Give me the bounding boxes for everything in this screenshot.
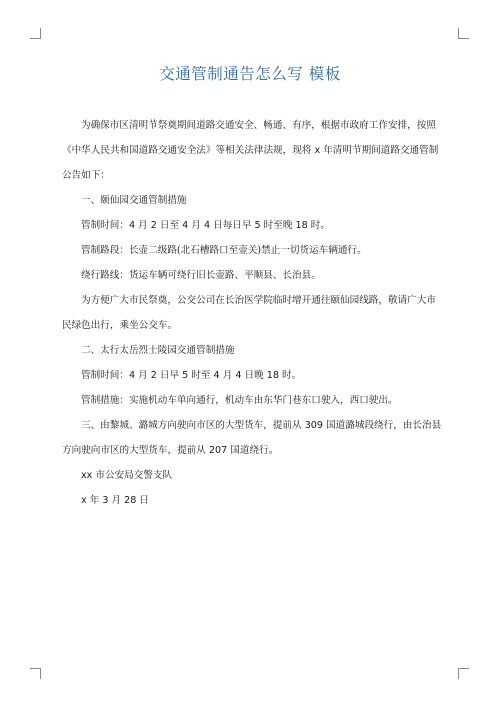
- paragraph-bus-service: 为方便广大市民祭奠，公交公司在长治医学院临时增开通往颐仙园线路，敬请广大市民绿色出行，乘坐公交车。: [62, 295, 436, 331]
- document-title: 交通管制通告怎么写 模板: [159, 65, 341, 83]
- document-body: [62, 113, 442, 513]
- crop-mark-top-left: [30, 28, 41, 39]
- signature-issuer: xx 市公安局交警支队: [81, 470, 173, 481]
- paragraph-control-time-1: 管制时间：4 月 2 日至 4 月 4 日每日早 5 时至晚 18 时。: [81, 220, 330, 231]
- crop-mark-top-right: [458, 28, 469, 39]
- section-heading-3: 三、由黎城、潞城方向驶向市区的大型货车，提前从 309 国道潞城段绕行，由长治县方向驶向市区的大型货车，提前从 207 国道绕行。: [62, 420, 442, 456]
- signature-date: x 年 3 月 28 日: [81, 495, 150, 506]
- section-heading-1: 一、颐仙园交通管制措施: [81, 195, 187, 206]
- paragraph-control-measures: 管制措施：实施机动车单向通行，机动车由东华门巷东口驶入，西口驶出。: [81, 395, 398, 406]
- crop-mark-bottom-right: [458, 668, 469, 679]
- paragraph-control-road: 管制路段：长壶二级路(北石槽路口至壶关)禁止一切货运车辆通行。: [81, 245, 367, 256]
- paragraph-detour-route: 绕行路线：货运车辆可绕行旧长壶路、平顺县、长治县。: [81, 270, 321, 281]
- section-heading-2: 二、太行太岳烈士陵园交通管制措施: [81, 345, 235, 356]
- paragraph-control-time-2: 管制时间：4 月 2 日早 5 时至 4 月 4 日晚 18 时。: [81, 370, 302, 381]
- crop-mark-bottom-left: [30, 668, 41, 679]
- paragraph-intro: 为确保市区清明节祭奠期间道路交通安全、畅通、有序，根据市政府工作安排，按照《中华人民共和国道路交通安全法》等相关法律法规，现将 x 年清明节期间道路交通管制公告如下：: [62, 120, 439, 181]
